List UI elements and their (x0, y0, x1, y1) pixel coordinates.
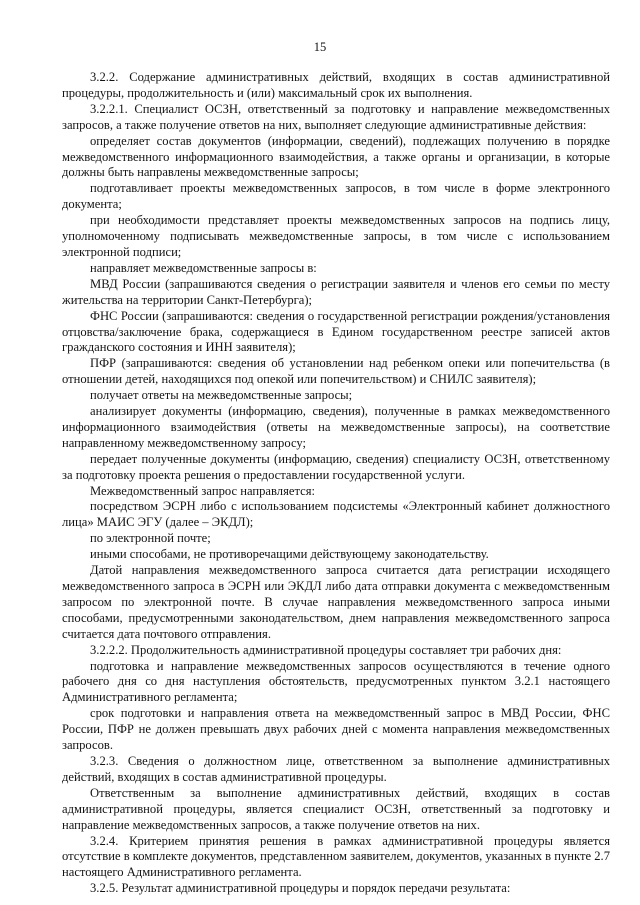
paragraph: 3.2.4. Критерием принятия решения в рамках административной процедуры является отсутствие в комплекте документов, представленном заявителем, документов, указанных в пункте 2.7 настоящего Административного регламента. (62, 833, 610, 880)
document-body (62, 70, 610, 897)
paragraph: передает полученные документы (информацию, сведения) специалисту ОСЗН, ответственному за подготовку проекта решения о предоставлении государственной услуги. (62, 451, 610, 482)
paragraph: ПФР (запрашиваются: сведения об установлении над ребенком опеки или попечительства (в отношении детей, находящихся под опекой или попечительством) и СНИЛС заявителя); (62, 356, 610, 387)
paragraph: 3.2.3. Сведения о должностном лице, ответственном за выполнение административных действий, входящих в состав административной процедуры. (62, 753, 610, 784)
paragraph: направляет межведомственные запросы в: (90, 260, 317, 275)
paragraph: МВД России (запрашиваются сведения о регистрации заявителя и членов его семьи по месту жительства на территории Санкт-Петербурга); (62, 276, 610, 307)
paragraph: подготавливает проекты межведомственных запросов, в том числе в форме электронного документа; (62, 181, 610, 212)
paragraph: 3.2.2.1. Специалист ОСЗН, ответственный за подготовку и направление межведомственных запросов, а также получение ответов на них, выполняет следующие административные действия: (62, 101, 610, 132)
paragraph: 3.2.2.2. Продолжительность административной процедуры составляет три рабочих дня: (90, 642, 562, 657)
paragraph: подготовка и направление межведомственных запросов осуществляются в течение одного рабочего дня со дня наступления обстоятельств, предусмотренных пунктом 3.2.1 настоящего Административного регламента; (62, 658, 610, 705)
paragraph: при необходимости представляет проекты межведомственных запросов на подпись лицу, уполномоченному подписывать межведомственные запросы, в том числе с использованием электронной подписи; (62, 213, 610, 259)
paragraph: посредством ЭСРН либо с использованием подсистемы «Электронный кабинет должностного лица» МАИС ЭГУ (далее – ЭКДЛ); (62, 499, 610, 530)
page-number: 15 (313, 40, 327, 54)
paragraph: 3.2.2. Содержание административных действий, входящих в состав административной процедуры, продолжительность и (или) максимальный срок их выполнения. (62, 70, 610, 100)
paragraph: анализирует документы (информацию, сведения), полученные в рамках межведомственного информационного взаимодействия (ответы на межведомственные запросы), на соответствие направленному межведомственному запросу; (62, 404, 610, 450)
paragraph: получает ответы на межведомственные запросы; (90, 388, 353, 403)
paragraph: определяет состав документов (информации, сведений), подлежащих получению в порядке межведомственного информационного взаимодействия, а также органы и организации, в которые должны быть направлены межведомственные запросы; (62, 133, 610, 180)
paragraph: по электронной почте; (90, 531, 211, 546)
paragraph: ФНС России (запрашиваются: сведения о государственной регистрации рождения/установления отцовства/заключение брака, содержащиеся в Едином государственном реестре записей актов гражданского состояния и ИНН заявителя); (62, 308, 610, 355)
paragraph: 3.2.5. Результат административной процедуры и порядок передачи результата: (90, 881, 511, 896)
paragraph: Межведомственный запрос направляется: (90, 483, 315, 498)
paragraph: Датой направления межведомственного запроса считается дата регистрации исходящего межведомственного запроса в ЭСРН или ЭКДЛ либо дата отправки документа с межведомственным запросом по электронной почте. В случае направления межведомственного запроса иными способами, предусмотренными законодательством, днем направления межведомственного запроса считается дата почтового отправления. (62, 563, 610, 641)
paragraph: Ответственным за выполнение административных действий, входящих в состав административной процедуры, является специалист ОСЗН, ответственный за подготовку и направление межведомственных запросов, а также получение ответов на них. (62, 785, 610, 832)
paragraph: иными способами, не противоречащими действующему законодательству. (90, 547, 489, 562)
paragraph: срок подготовки и направления ответа на межведомственный запрос в МВД России, ФНС России, ПФР не должен превышать двух рабочих дней с момента направления межведомственных запросов. (62, 706, 610, 753)
